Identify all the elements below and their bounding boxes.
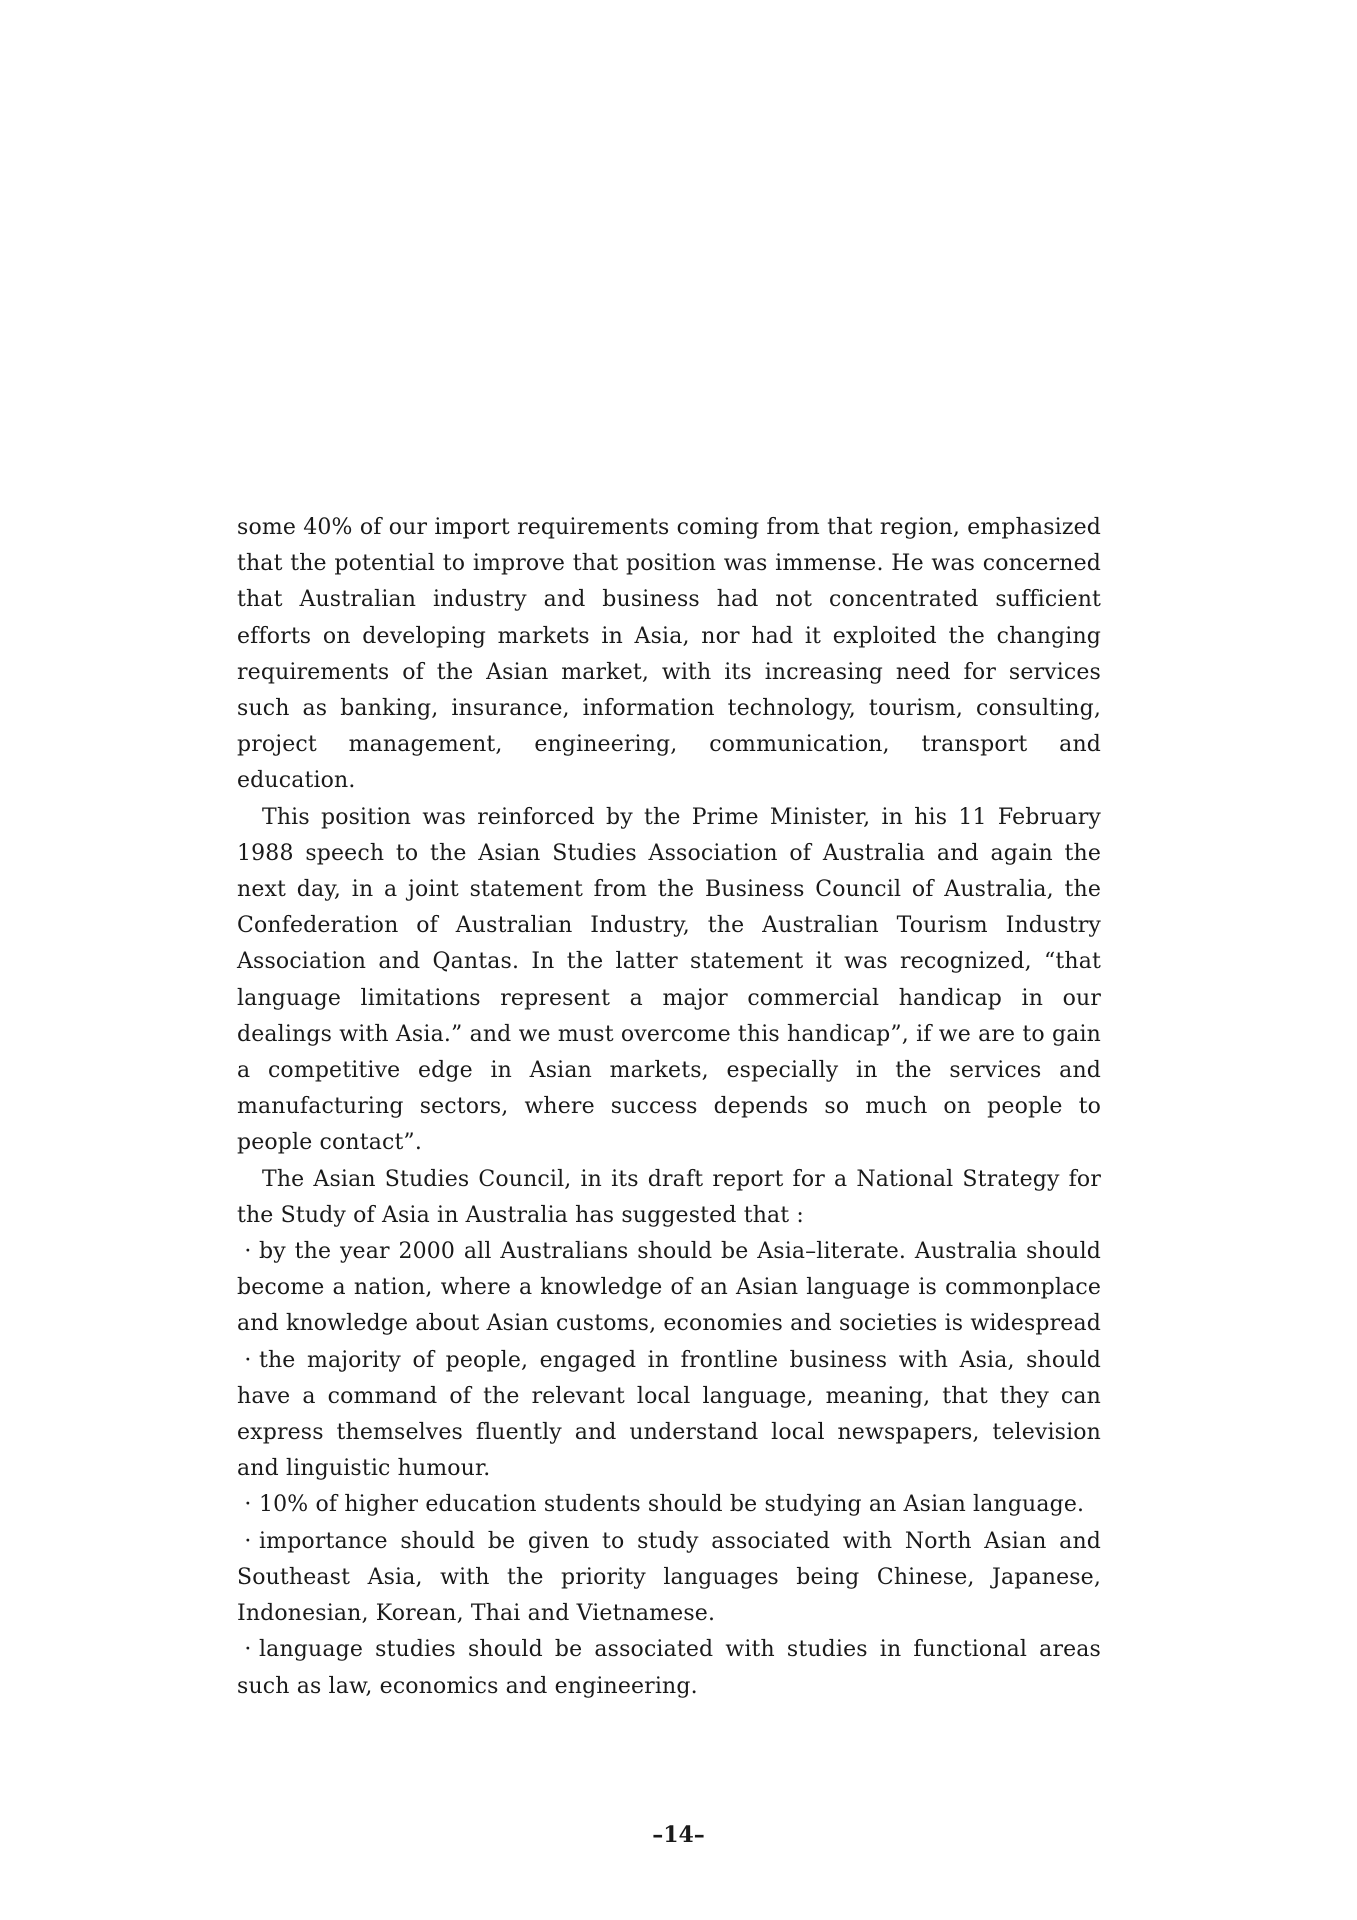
bullet-text: by the year 2000 all Australians should be Asia–literate. Australia should become a nation, where a knowledge of an Asian language is commonplace and knowledge about Asian customs, economies and societies is widespread: [237, 1239, 1101, 1337]
bullet-item: [237, 1524, 1101, 1633]
paragraph-continued: some 40% of our import requirements coming from that region, emphasized that the potential to improve that position was immense. He was concerned that Australian industry and business had not concentrated sufficient efforts on developing markets in Asia, nor had it exploited the changing requirements of the Asian market, with its increasing need for services such as banking, insurance, information technology, tourism, consulting, project management, engineering, communication, transport and education.: [237, 515, 1101, 794]
bullet-item: [237, 1343, 1101, 1488]
bullet-item: [237, 1234, 1101, 1343]
page-number: –14–: [652, 1822, 705, 1848]
bullet-text: importance should be given to study associated with North Asian and Southeast Asia, with the priority languages being Chinese, Japanese, Indonesian, Korean, Thai and Vietnamese.: [237, 1528, 1101, 1627]
paragraph-prime-minister: This position was reinforced by the Prime Minister, in his 11 February 1988 speech to the Asian Studies Association of Australia and again the next day, in a joint statement from the Business Council of Australia, the Confederation of Australian Industry, the Australian Tourism Industry Association and Qantas. In the latter statement it was recognized, “that language limitations represent a major commercial handicap in our dealings with Asia.” and we must overcome this handicap”, if we are to gain a competitive edge in Asian markets, especially in the services and manufacturing sectors, where success depends so much on people to people contact”.: [237, 804, 1101, 1156]
bullet-item: [237, 1632, 1101, 1704]
bullet-dot-icon: ·: [244, 1528, 252, 1554]
paragraph-asian-studies-council: The Asian Studies Council, in its draft report for a National Strategy for the Study of Asia in Australia has suggested that :: [237, 1166, 1101, 1228]
body-text: [237, 510, 1101, 1705]
bullet-dot-icon: ·: [244, 1239, 252, 1265]
bullet-text: the majority of people, engaged in frontline business with Asia, should have a command of the relevant local language, meaning, that they can express themselves fluently and understand local newspapers, television and linguistic humour.: [237, 1347, 1101, 1482]
bullet-dot-icon: ·: [244, 1347, 252, 1373]
bullet-text: language studies should be associated with studies in functional areas such as law, economics and engineering.: [237, 1637, 1101, 1699]
bullet-dot-icon: ·: [244, 1637, 252, 1663]
bullet-item: [237, 1487, 1101, 1523]
bullet-dot-icon: ·: [244, 1492, 252, 1518]
bullet-text: 10% of higher education students should be studying an Asian language.: [259, 1492, 1085, 1518]
